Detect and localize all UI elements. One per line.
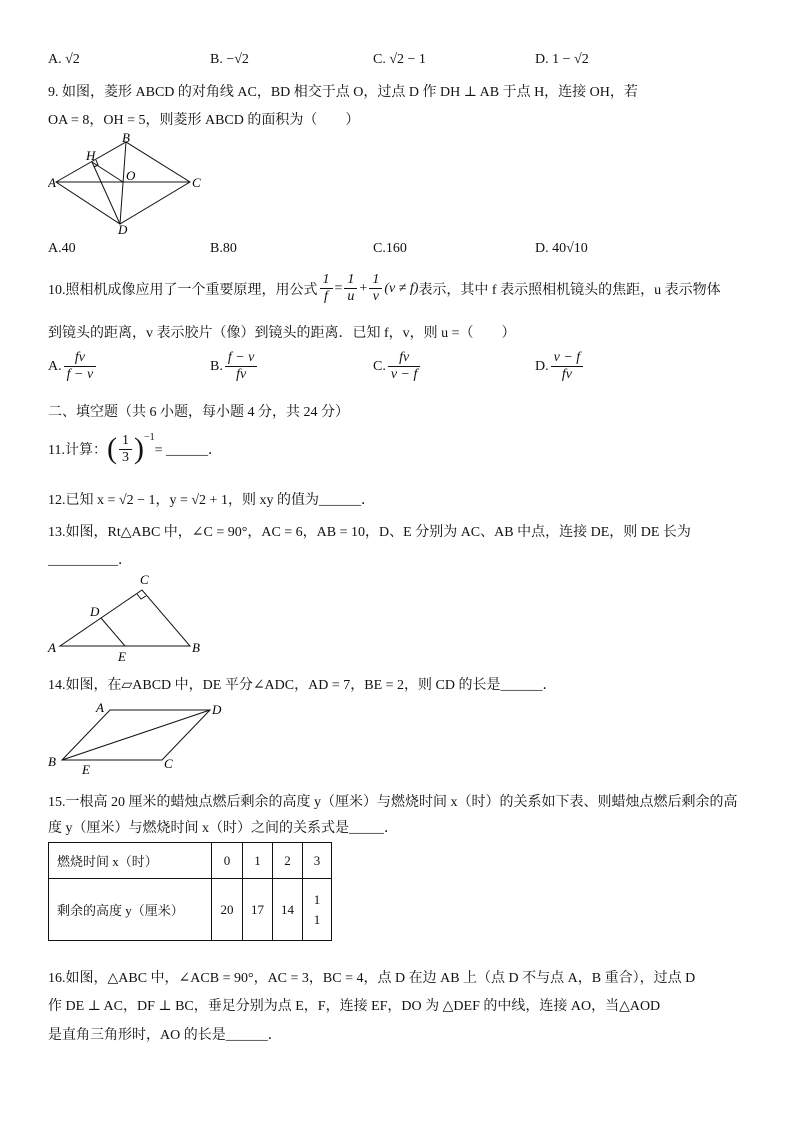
q14-label-B: B <box>48 754 56 769</box>
table-cell: 0 <box>212 843 243 879</box>
section-heading: 二、填空题（共 6 小题，每小题 4 分，共 24 分） <box>48 405 349 420</box>
q11-exponent: −1 <box>143 432 155 443</box>
q9-label-H: H <box>86 148 96 163</box>
table-cell: 1 1 <box>303 879 332 941</box>
q9-option-d: D. 40√10 <box>535 241 588 256</box>
q8-option-c: C. √2 − 1 <box>373 52 426 67</box>
q9-option-c: C.160 <box>373 241 407 256</box>
q9-label-D: D <box>118 222 128 234</box>
q9-label-O: O <box>126 168 136 183</box>
q15-data-table <box>48 842 332 941</box>
q10-option-a: A. $\frac{fv}{f - v}$ <box>48 350 98 383</box>
q10-trail-text: 表示，其中 f 表示照相机镜头的焦距，u 表示物体 <box>418 282 721 298</box>
q8-option-b: B. −√2 <box>210 52 249 67</box>
q14-label-D: D <box>212 702 222 717</box>
q13-stem-line1: 13.如图，Rt△ABC 中，∠C = 90°，AC = 6，AB = 10，D、E 分别为 AC、AB 中点，连接 DE，则 DE 长为 <box>48 525 691 540</box>
q9-option-b: B.80 <box>210 241 237 256</box>
q14-parallelogram-figure <box>46 700 236 780</box>
q10-option-d: D. $\frac{v - f}{fv}$ <box>535 350 585 383</box>
q13-label-C: C <box>140 572 149 587</box>
table-cell: 17 <box>243 879 273 941</box>
q9-stem-line1: 9. 如图，菱形 ABCD 的对角线 AC，BD 相交于点 O，过点 D 作 DH ⊥ AB 于点 H，连接 OH，若 <box>48 85 638 100</box>
q11-stem: 11.计算： ( $\frac{1}{3}$ ) $^{-1}$ = ______． <box>48 432 223 465</box>
table-row <box>49 879 332 941</box>
table-header-cell: 燃烧时间 x（时） <box>49 843 212 879</box>
table-cell: 14 <box>273 879 303 941</box>
q8-option-d: D. 1 − √2 <box>535 52 589 67</box>
q14-stem: 14.如图，在▱ABCD 中，DE 平分∠ADC，AD = 7，BE = 2，则 CD 的长是______． <box>48 678 557 693</box>
table-cell: 3 <box>303 843 332 879</box>
q9-rhombus-figure <box>48 132 208 234</box>
q9-label-A: A <box>48 175 56 190</box>
table-header-cell: 剩余的高度 y（厘米） <box>49 879 212 941</box>
q13-label-E: E <box>118 649 126 664</box>
q16-stem-line1: 16.如图，△ABC 中，∠ACB = 90°，AC = 3，BC = 4，点 D 在边 AB 上（点 D 不与点 A，B 重合），过点 D <box>48 971 696 986</box>
q13-triangle-figure <box>46 570 208 664</box>
q16-stem-line3: 是直角三角形时，AO 的长是______． <box>48 1028 282 1043</box>
q10-option-c: C. $\frac{fv}{v - f}$ <box>373 350 422 383</box>
q10-stem-line2: 到镜头的距离，v 表示胶片（像）到镜头的距离．已知 f，v，则 u =（ ） <box>48 326 516 341</box>
q14-label-A: A <box>96 700 104 715</box>
q9-label-B: B <box>122 132 130 145</box>
q10-stem-line1: 10.照相机成像应用了一个重要原理，用公式 $\frac{1}{f}$ = $\frac{1}{u}$ + $\frac{1}{v}$ (v ≠ f) 表示，其中 f 表示照相机镜头的焦距，u 表示物体 <box>48 272 721 304</box>
q14-label-C: C <box>164 756 173 771</box>
q10-frac-1v: $\frac{1}{v}$ <box>369 272 382 305</box>
table-cell: 2 <box>273 843 303 879</box>
table-cell: 20 <box>212 879 243 941</box>
q9-stem-line2: OA = 8，OH = 5，则菱形 ABCD 的面积为（ ） <box>48 113 360 128</box>
q10-condition: (v ≠ f) <box>384 280 419 296</box>
q10-lead-text: 10.照相机成像应用了一个重要原理，用公式 <box>48 282 318 298</box>
q14-label-E: E <box>82 762 90 777</box>
q13-label-A: A <box>48 640 56 655</box>
q13-stem-line2: __________． <box>48 553 132 568</box>
q15-stem-line2: 度 y（厘米）与燃烧时间 x（时）之间的关系式是_____． <box>48 821 398 836</box>
q16-stem-line2: 作 DE ⊥ AC，DF ⊥ BC，垂足分别为点 E，F，连接 EF，DO 为 △DEF 的中线，连接 AO，当△AOD <box>48 999 661 1014</box>
q12-stem: 12.已知 x = √2 − 1，y = √2 + 1，则 xy 的值为______． <box>48 493 375 508</box>
q8-option-a: A. √2 <box>48 52 80 67</box>
q15-stem-line1: 15.一根高 20 厘米的蜡烛点燃后剩余的高度 y（厘米）与燃烧时间 x（时）的关系如下表、则蜡烛点燃后剩余的高 <box>48 795 738 810</box>
q9-option-a: A.40 <box>48 241 76 256</box>
table-cell: 1 <box>243 843 273 879</box>
q13-label-D: D <box>90 604 100 619</box>
q10-option-b: B. $\frac{f - v}{fv}$ <box>210 350 259 383</box>
q9-label-C: C <box>192 175 201 190</box>
q13-label-B: B <box>192 640 200 655</box>
q10-frac-1u: $\frac{1}{u}$ <box>344 272 357 305</box>
q10-frac-1f: $\frac{1}{f}$ <box>320 272 333 305</box>
table-row <box>49 843 332 879</box>
